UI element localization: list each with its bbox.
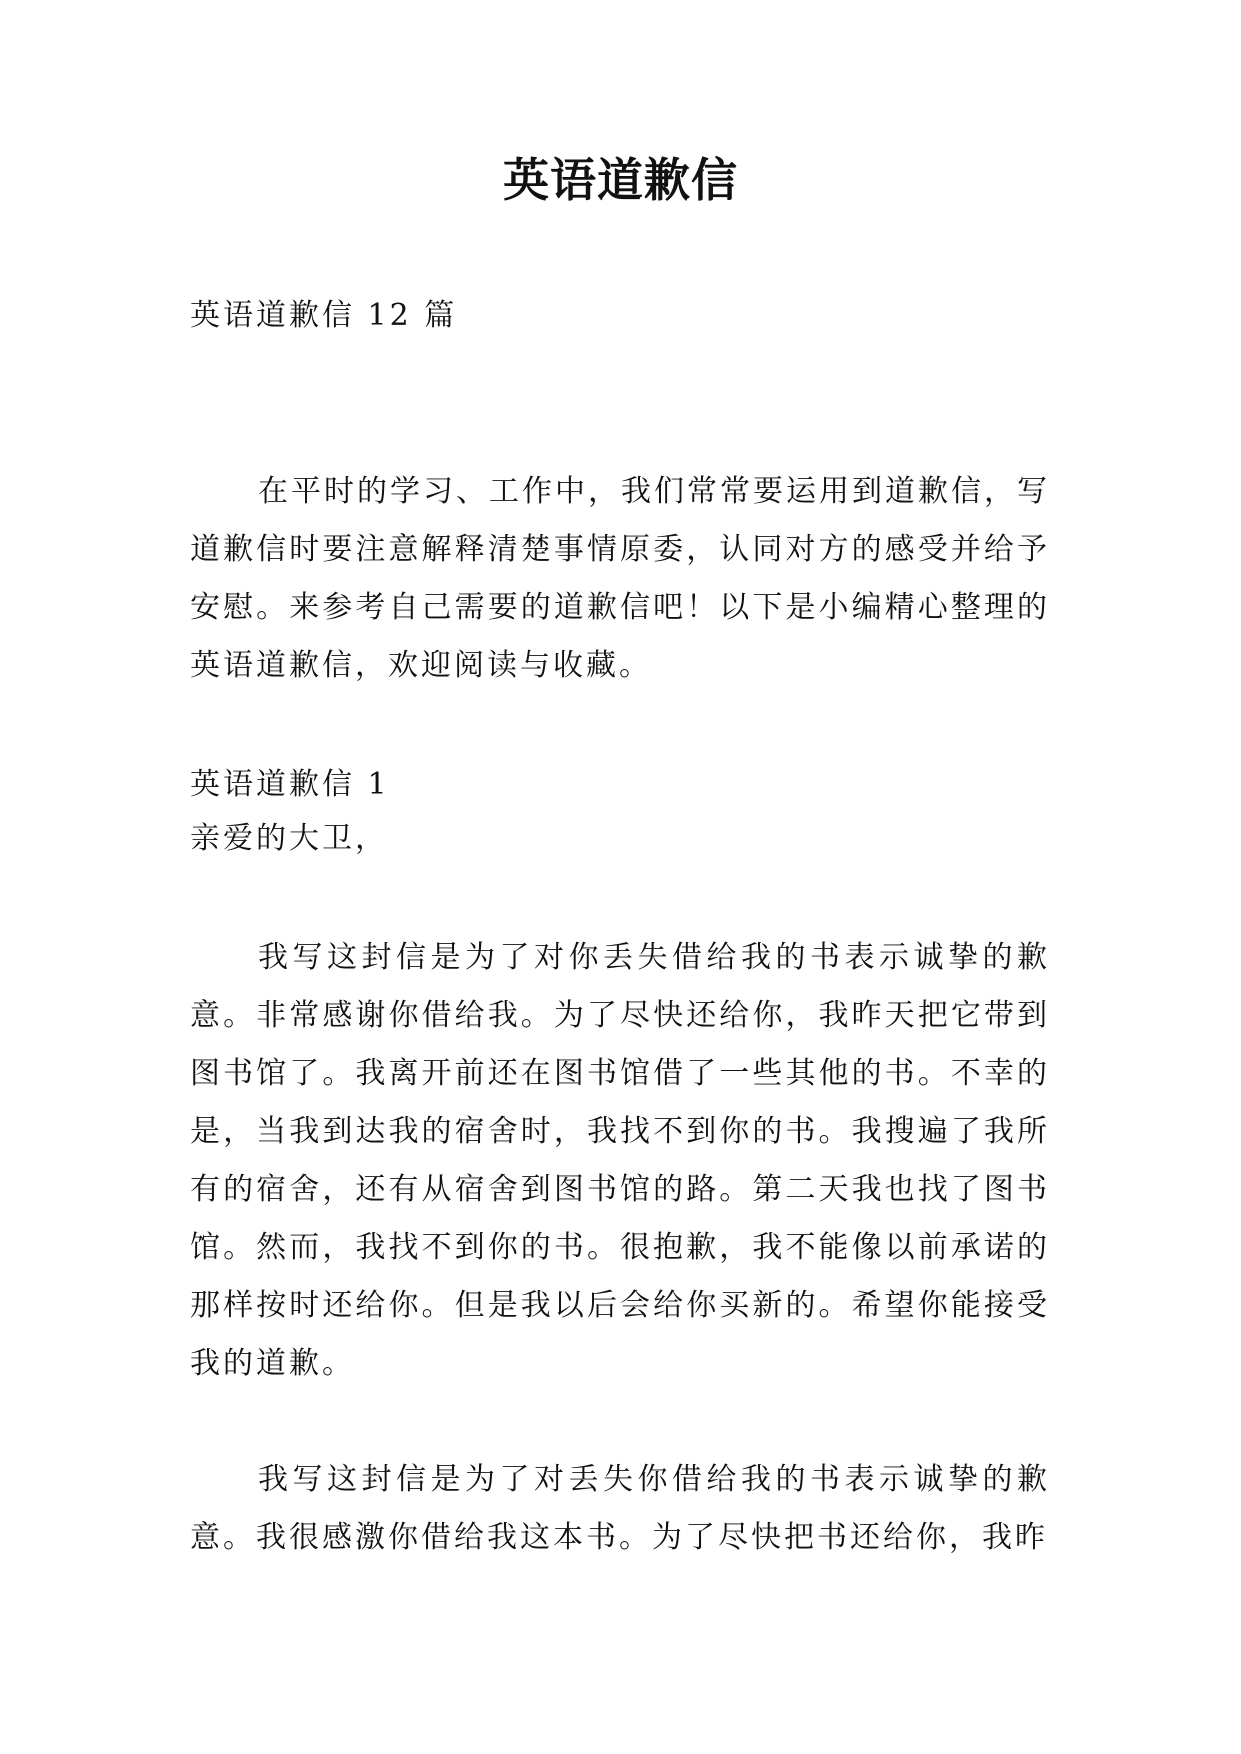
page-title: 英语道歉信 (503, 153, 738, 207)
section-heading: 英语道歉信 1 (190, 767, 390, 802)
letter-paragraph: 我写这封信是为了对丢失你借给我的书表示诚挚的歉意。我很感激你借给我这本书。为了尽快把书还给你，我昨 (190, 1462, 1050, 1555)
intro-paragraph: 在平时的学习、工作中，我们常常要运用到道歉信，写道歉信时要注意解释清楚事情原委，认同对方的感受并给予安慰。来参考自己需要的道歉信吧！以下是小编精心整理的英语道歉信，欢迎阅读与收藏。 (190, 474, 1050, 683)
document-subtitle: 英语道歉信 12 篇 (190, 298, 458, 333)
letter-paragraph: 我写这封信是为了对你丢失借给我的书表示诚挚的歉意。非常感谢你借给我。为了尽快还给你，我昨天把它带到图书馆了。我离开前还在图书馆借了一些其他的书。不幸的是，当我到达我的宿舍时，我找不到你的书。我搜遍了我所有的宿舍，还有从宿舍到图书馆的路。第二天我也找了图书馆。然而，我找不到你的书。很抱歉，我不能像以前承诺的那样按时还给你。但是我以后会给你买新的。希望你能接受我的道歉。 (190, 940, 1050, 1381)
letter-salutation: 亲爱的大卫， (190, 821, 388, 856)
